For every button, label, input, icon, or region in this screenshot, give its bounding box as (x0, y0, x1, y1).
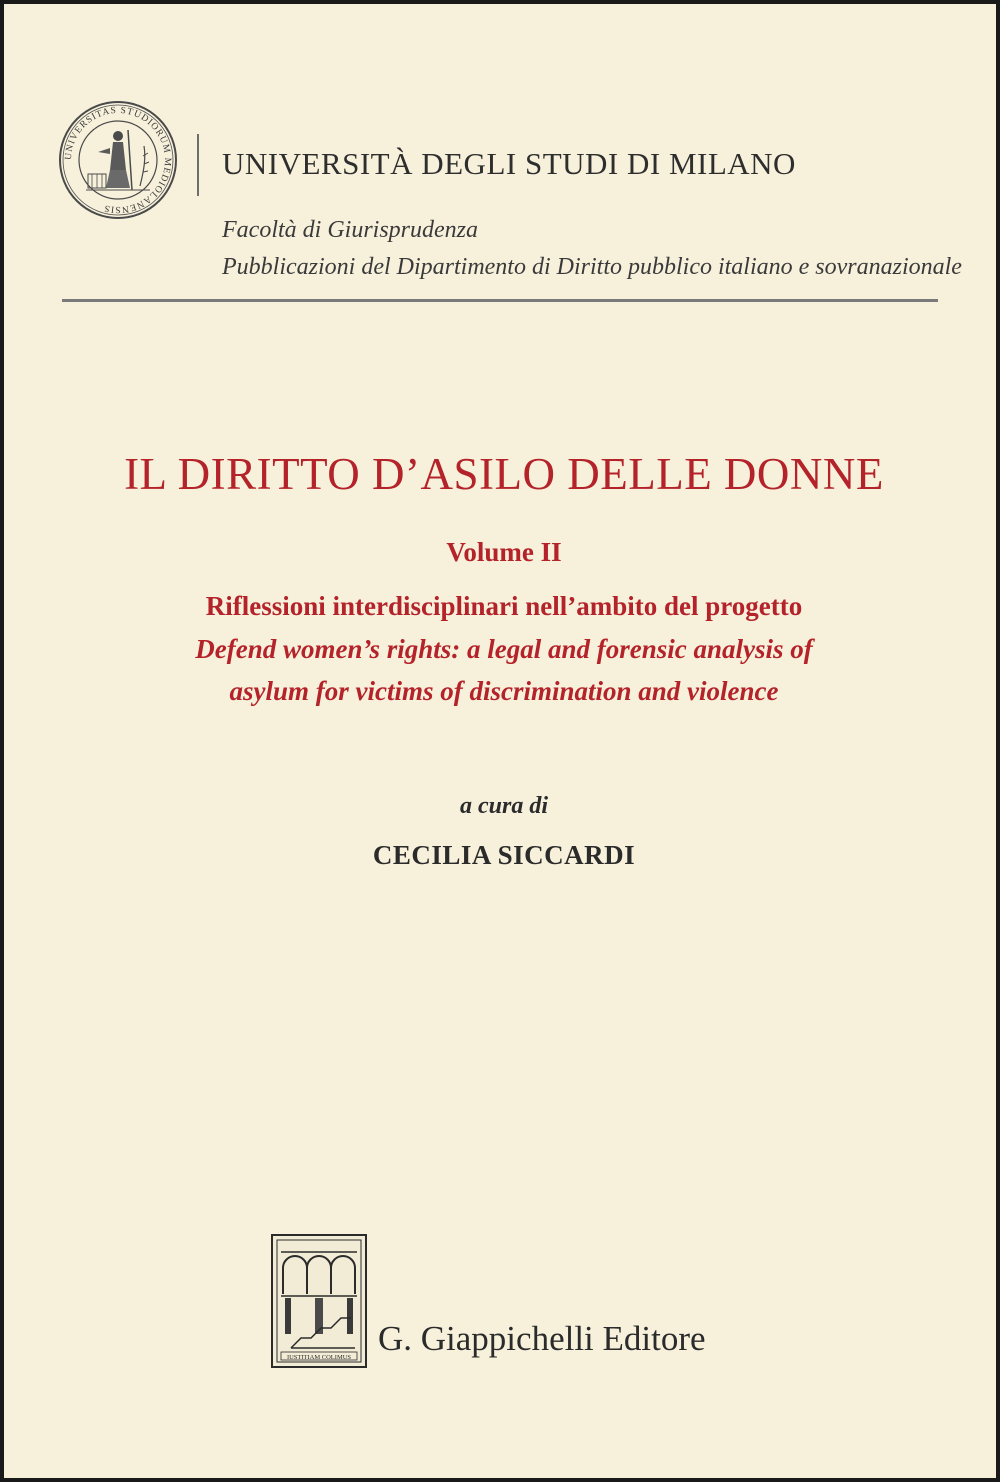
subtitle-line-2: Defend women’s rights: a legal and forensic analysis of (195, 634, 813, 664)
publisher-logo-icon (271, 1234, 367, 1368)
editor-name: CECILIA SICCARDI (372, 840, 636, 870)
header-horizontal-divider (62, 299, 938, 302)
series-name: Pubblicazioni del Dipartimento di Diritto pubblico italiano e sovranazionale (222, 254, 962, 280)
seal-legend: UNIVERSITAS STUDIORUM MEDIOLANENSIS (63, 105, 173, 215)
subtitle-line-3: asylum for victims of discrimination and violence (229, 676, 779, 706)
book-title: IL DIRITTO D’ASILO DELLE DONNE (124, 449, 884, 499)
faculty-name: Facoltà di Giurisprudenza (222, 217, 478, 243)
university-seal-icon (58, 100, 178, 220)
publisher-logo-motto: IUSTITIAM COLIMUS (286, 1354, 352, 1361)
volume-label: Volume II (446, 537, 562, 567)
editor-label: a cura di (459, 793, 548, 819)
university-name: UNIVERSITÀ DEGLI STUDI DI MILANO (222, 146, 796, 181)
subtitle-line-1: Riflessioni interdisciplinari nell’ambito del progetto (205, 591, 803, 621)
header-vertical-divider (197, 134, 199, 196)
publisher-name: G. Giappichelli Editore (378, 1319, 706, 1358)
